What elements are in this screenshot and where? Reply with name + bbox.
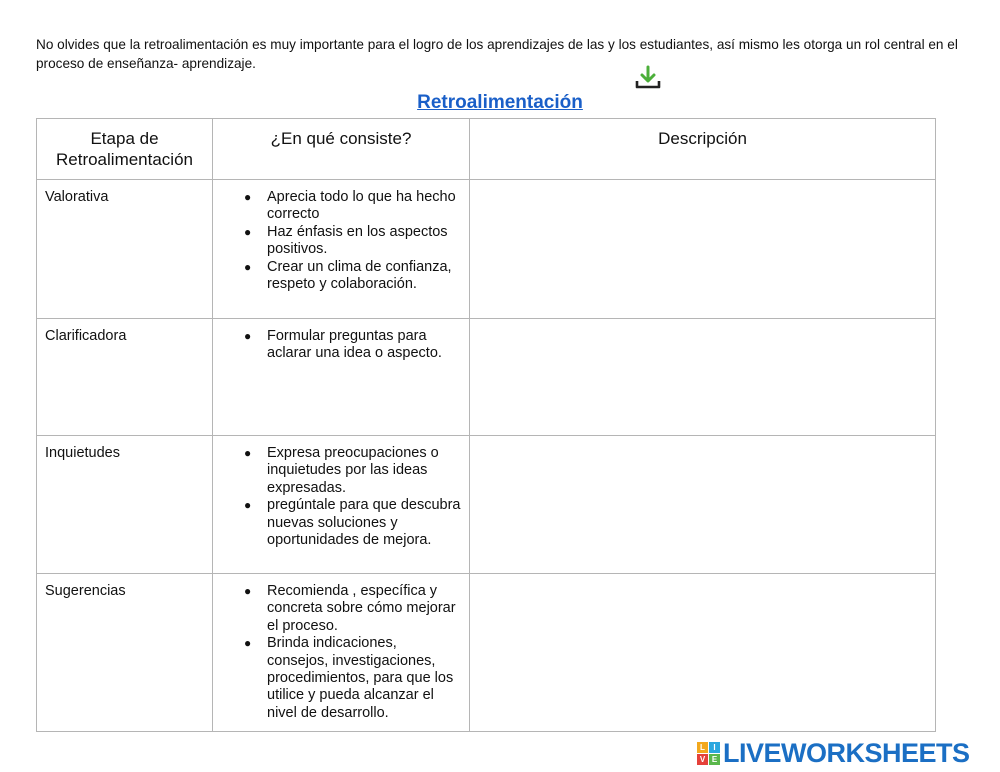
header-consists: ¿En qué consiste? (213, 119, 470, 180)
point-text: Aprecia todo lo que ha hecho correcto (267, 189, 456, 223)
point-text: Expresa preocupaciones o inquietudes por las ideas expresadas. (267, 445, 439, 496)
logo-letter: L (697, 742, 708, 753)
header-description: Descripción (470, 119, 936, 180)
bullet-icon: ● (244, 498, 252, 513)
points-list (221, 583, 461, 722)
bullet-icon: ● (244, 446, 252, 460)
table-row (37, 319, 936, 436)
list-item (244, 258, 461, 294)
stage-cell: Inquietudes (37, 436, 213, 574)
logo-letter: I (709, 742, 720, 753)
stage-cell: Sugerencias (37, 574, 213, 732)
description-input-inquietudes[interactable] (470, 436, 935, 484)
description-cell (470, 319, 936, 436)
download-icon[interactable] (634, 64, 662, 92)
points-list (221, 189, 461, 293)
list-item (244, 328, 461, 363)
page-title[interactable]: Retroalimentación (417, 92, 583, 113)
description-cell (470, 574, 936, 732)
table-row (37, 436, 936, 574)
point-text: Formular preguntas para aclarar una idea o aspecto. (267, 328, 442, 362)
logo-letter: E (709, 754, 720, 765)
bullet-icon: ● (244, 584, 252, 598)
point-text: Crear un clima de confianza, respeto y colaboración. (267, 258, 452, 293)
points-list (221, 445, 461, 549)
intro-text: No olvides que la retroalimentación es muy importante para el logro de los aprendizajes de las y los estudiantes, así mismo les otorga un rol central en el proceso de enseñanza- aprendizaje. (36, 37, 958, 71)
list-item (244, 497, 461, 549)
points-cell (213, 180, 470, 319)
points-cell (213, 319, 470, 436)
bullet-icon: ● (244, 259, 252, 274)
description-input-clarificadora[interactable] (470, 319, 935, 367)
table-header-row (37, 119, 936, 180)
table-row (37, 574, 936, 732)
list-item (244, 223, 461, 259)
point-text: Recomienda , específica y concreta sobre cómo mejorar el proceso. (267, 583, 456, 634)
description-cell (470, 436, 936, 574)
feedback-table (36, 118, 936, 732)
point-text: pregúntale para que descubra nuevas soluciones y oportunidades de mejora. (267, 497, 461, 549)
point-text: Brinda indicaciones, consejos, investigaciones, procedimientos, para que los utilice y pueda alcanzar el nivel de desarrollo. (267, 635, 454, 721)
description-cell (470, 180, 936, 319)
list-item (244, 445, 461, 497)
description-input-sugerencias[interactable] (470, 574, 935, 622)
bullet-icon: ● (244, 329, 252, 343)
list-item (244, 189, 461, 224)
description-input-valorativa[interactable] (470, 180, 935, 228)
stage-cell: Clarificadora (37, 319, 213, 436)
point-text: Haz énfasis en los aspectos positivos. (267, 223, 448, 258)
bullet-icon: ● (244, 636, 252, 651)
logo-text: LIVEWORKSHEETS (723, 737, 970, 768)
points-list (221, 328, 461, 363)
list-item (244, 583, 461, 635)
liveworksheets-logo (697, 738, 970, 768)
table-row (37, 180, 936, 319)
stage-cell: Valorativa (37, 180, 213, 319)
header-stage: Etapa de Retroalimentación (37, 119, 213, 180)
list-item (244, 635, 461, 722)
bullet-icon: ● (244, 190, 252, 204)
logo-blocks-icon (697, 742, 720, 765)
logo-letter: V (697, 754, 708, 765)
bullet-icon: ● (244, 224, 252, 239)
points-cell (213, 436, 470, 574)
points-cell (213, 574, 470, 732)
